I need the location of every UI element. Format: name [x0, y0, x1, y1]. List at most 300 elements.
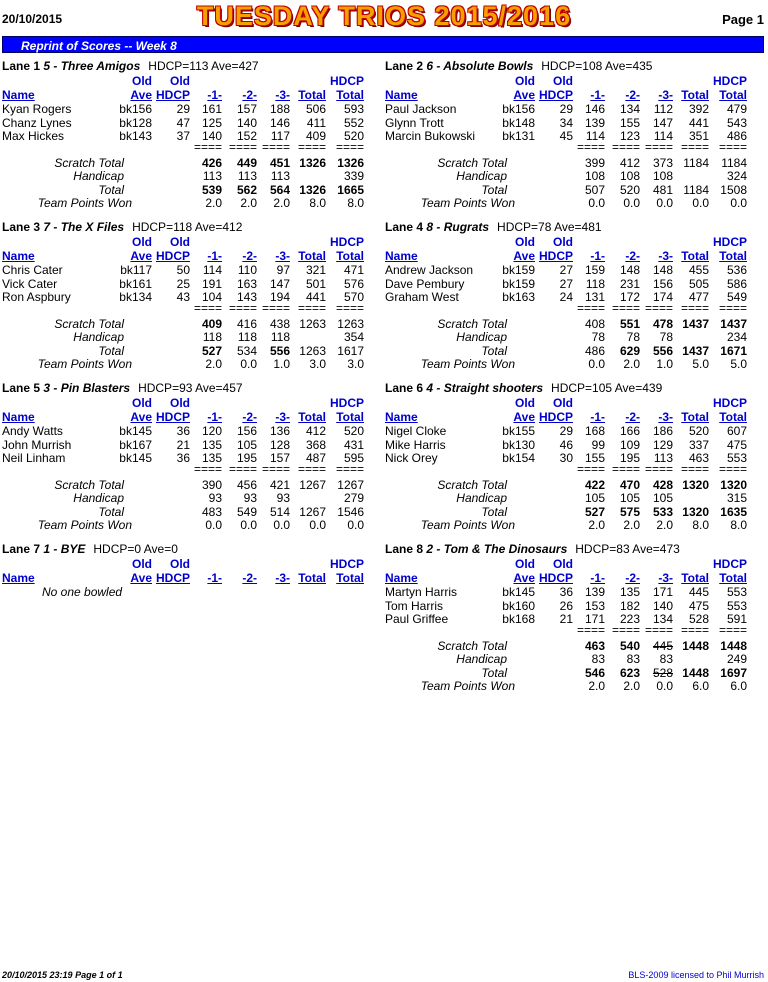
- player-name: Max Hickes: [2, 129, 65, 143]
- player-htotal: 520: [343, 424, 364, 438]
- lane-number: Lane 6: [385, 381, 424, 395]
- player-htotal: 607: [726, 424, 747, 438]
- player-g1: 104: [201, 290, 222, 304]
- player-ave: bk154: [502, 451, 535, 465]
- summary-label-points: Team Points Won: [420, 196, 515, 210]
- summary-handicap-g1: 118: [202, 330, 222, 344]
- lane-title: [2, 381, 243, 395]
- summary-points-g1: 2.0: [588, 679, 605, 693]
- divider-htotal: ====: [718, 300, 747, 315]
- player-hdcp: 43: [176, 290, 190, 304]
- player-g3: 117: [270, 129, 290, 143]
- lane-block: [2, 542, 372, 702]
- hdcp-total-header: HDCP: [712, 74, 747, 88]
- player-g2: 195: [619, 451, 640, 465]
- lane-number: Lane 3: [2, 220, 41, 234]
- summary-scratch-g2: 551: [619, 316, 640, 331]
- summary-points-total: 0.0: [309, 518, 326, 532]
- player-hdcp: 25: [176, 276, 190, 291]
- player-total: 368: [305, 437, 326, 452]
- summary-points-htotal: 5.0: [730, 357, 747, 371]
- summary-points-htotal: 6.0: [730, 679, 747, 693]
- summary-scratch-htotal: 1184: [721, 155, 747, 170]
- team-meta: HDCP=0 Ave=0: [93, 542, 178, 556]
- player-ave: bk160: [502, 598, 535, 613]
- player-g3: 171: [652, 585, 673, 599]
- summary-points-g3: 2.0: [273, 196, 290, 210]
- summary-label-scratch: Scratch Total: [54, 477, 124, 492]
- player-hdcp: 36: [176, 451, 190, 465]
- col-header-total: Total: [298, 249, 326, 263]
- divider-g1: ====: [576, 300, 605, 315]
- player-htotal: 486: [726, 129, 747, 143]
- col-header-hdcp: HDCP: [538, 571, 573, 585]
- old-hdcp-header: Old: [170, 396, 190, 410]
- summary-handicap-g3: 113: [270, 169, 290, 183]
- summary-points-htotal: 0.0: [730, 196, 747, 210]
- summary-scratch-total: 1437: [682, 316, 709, 331]
- player-name: Paul Jackson: [385, 102, 457, 116]
- col-header-g2: -2-: [625, 249, 640, 263]
- player-g1: 171: [584, 612, 605, 626]
- lane-number: Lane 5: [2, 381, 41, 395]
- team-name: 7 - The X Files: [43, 220, 125, 234]
- team-meta: HDCP=105 Ave=439: [551, 381, 663, 395]
- player-hdcp: 36: [176, 424, 190, 438]
- player-ave: bk130: [502, 437, 535, 452]
- player-htotal: 552: [343, 115, 364, 130]
- summary-handicap-g3: 83: [659, 652, 673, 666]
- summary-total-total: 1267: [299, 504, 326, 519]
- player-g3: 136: [269, 424, 290, 438]
- player-g2: 148: [619, 263, 640, 277]
- col-header-ave: Ave: [130, 88, 152, 102]
- player-name: Andrew Jackson: [385, 263, 474, 277]
- summary-scratch-g2: 416: [236, 316, 257, 331]
- summary-total-g1: 539: [201, 182, 222, 197]
- col-header-total: Total: [681, 410, 709, 424]
- player-g2: 110: [237, 263, 257, 277]
- summary-total-htotal: 1665: [337, 182, 364, 197]
- col-header-ave: Ave: [130, 571, 152, 585]
- col-header-g1: -1-: [590, 249, 605, 263]
- divider-g3: ====: [261, 300, 290, 315]
- col-header-g2: -2-: [625, 410, 640, 424]
- player-name: Tom Harris: [385, 598, 444, 613]
- player-total: 321: [305, 263, 326, 277]
- col-header-g3: -3-: [658, 571, 673, 585]
- footer-license: BLS-2009 licensed to Phil Murrish: [628, 970, 764, 980]
- summary-handicap-g2: 118: [237, 330, 257, 344]
- divider-g1: ====: [193, 300, 222, 315]
- player-g1: 191: [201, 276, 222, 291]
- summary-handicap-g2: 83: [626, 652, 640, 666]
- player-g3: 156: [652, 276, 673, 291]
- summary-total-g3: 514: [269, 504, 290, 519]
- name-header: Name: [385, 571, 418, 585]
- player-g2: 135: [619, 585, 640, 599]
- player-name: Paul Griffee: [385, 612, 449, 626]
- player-g2: 157: [236, 102, 257, 116]
- summary-total-g3: 556: [269, 343, 290, 358]
- summary-scratch-total: 1267: [299, 477, 326, 492]
- player-total: 337: [688, 437, 709, 452]
- col-header-g1: -1-: [207, 88, 222, 102]
- summary-total-g3: 533: [652, 504, 673, 519]
- team-name: 5 - Three Amigos: [43, 59, 141, 73]
- old-ave-header: Old: [515, 74, 535, 88]
- player-g3: 194: [269, 290, 290, 304]
- name-header: Name: [2, 410, 35, 424]
- lane-title: [385, 59, 652, 73]
- player-g3: 113: [653, 451, 673, 465]
- summary-points-total: 8.0: [309, 196, 326, 210]
- summary-total-g2: 549: [236, 504, 257, 519]
- summary-total-g2: 520: [619, 182, 640, 197]
- summary-handicap-g1: 78: [591, 330, 605, 344]
- old-ave-header: Old: [132, 557, 152, 571]
- player-name: John Murrish: [2, 437, 72, 452]
- divider-g1: ====: [576, 622, 605, 637]
- player-g2: 223: [619, 612, 640, 626]
- summary-total-htotal: 1697: [720, 665, 747, 680]
- summary-total-g2: 534: [236, 343, 257, 358]
- player-htotal: 586: [726, 276, 747, 291]
- team-meta: HDCP=78 Ave=481: [497, 220, 602, 234]
- player-htotal: 576: [343, 276, 364, 291]
- player-ave: bk145: [502, 585, 535, 599]
- player-total: 441: [305, 290, 326, 304]
- divider-total: ====: [297, 300, 326, 315]
- summary-total-htotal: 1635: [720, 504, 747, 519]
- summary-total-htotal: 1508: [720, 182, 747, 197]
- player-g1: 139: [584, 115, 605, 130]
- summary-scratch-g2: 412: [619, 155, 640, 170]
- summary-total-htotal: 1671: [720, 343, 747, 358]
- summary-label-total: Total: [481, 504, 507, 519]
- player-g1: 161: [201, 102, 222, 116]
- summary-points-g1: 0.0: [588, 196, 605, 210]
- summary-points-total: 0.0: [692, 196, 709, 210]
- col-header-hdcp: HDCP: [155, 249, 190, 263]
- summary-scratch-g3: 451: [269, 155, 290, 170]
- summary-scratch-total: 1263: [299, 316, 326, 331]
- summary-label-points: Team Points Won: [420, 679, 515, 693]
- player-g3: 188: [269, 102, 290, 116]
- player-hdcp: 30: [559, 451, 573, 465]
- player-total: 477: [688, 290, 709, 304]
- player-htotal: 595: [343, 451, 364, 465]
- summary-handicap-htotal: 249: [726, 652, 747, 666]
- player-total: 455: [688, 263, 709, 277]
- lane-number: Lane 1: [2, 59, 41, 73]
- old-hdcp-header: Old: [170, 557, 190, 571]
- player-ave: bk156: [119, 102, 152, 116]
- col-header-hdcp: HDCP: [155, 410, 190, 424]
- summary-handicap-g1: 113: [202, 169, 222, 183]
- name-header: Name: [385, 249, 418, 263]
- player-g3: 148: [652, 263, 673, 277]
- player-hdcp: 47: [176, 115, 190, 130]
- lane-number: Lane 2: [385, 59, 424, 73]
- old-ave-header: Old: [515, 557, 535, 571]
- old-hdcp-header: Old: [553, 235, 573, 249]
- summary-total-g2: 562: [236, 182, 257, 197]
- col-header-g1: -1-: [207, 410, 222, 424]
- summary-total-g1: 486: [584, 343, 605, 358]
- summary-label-scratch: Scratch Total: [437, 316, 507, 331]
- summary-points-total: 5.0: [692, 357, 709, 371]
- player-name: Mike Harris: [385, 437, 446, 452]
- player-g2: 134: [619, 102, 640, 116]
- summary-points-g2: 2.0: [240, 196, 257, 210]
- player-total: 409: [305, 129, 326, 143]
- summary-points-htotal: 0.0: [347, 518, 364, 532]
- summary-total-g2: 575: [619, 504, 640, 519]
- col-header-g3: -3-: [275, 571, 290, 585]
- col-header-g1: -1-: [590, 571, 605, 585]
- player-g3: 140: [652, 598, 673, 613]
- summary-label-handicap: Handicap: [456, 169, 507, 183]
- player-g1: 135: [201, 451, 222, 465]
- player-g1: 159: [584, 263, 605, 277]
- old-hdcp-header: Old: [553, 557, 573, 571]
- summary-scratch-g1: 463: [584, 638, 605, 653]
- summary-handicap-g2: 113: [237, 169, 257, 183]
- player-hdcp: 24: [559, 290, 573, 304]
- player-name: Graham West: [385, 290, 459, 304]
- summary-scratch-g2: 449: [236, 155, 257, 170]
- summary-label-handicap: Handicap: [73, 491, 124, 505]
- col-header-htotal: Total: [719, 571, 747, 585]
- player-total: 441: [688, 115, 709, 130]
- player-ave: bk163: [502, 290, 535, 304]
- player-g1: 114: [202, 263, 222, 277]
- player-g1: 146: [584, 102, 605, 116]
- banner-text: Reprint of Scores -- Week 8: [21, 39, 177, 53]
- summary-handicap-g1: 83: [591, 652, 605, 666]
- player-g2: 182: [619, 598, 640, 613]
- summary-label-handicap: Handicap: [456, 491, 507, 505]
- col-header-total: Total: [681, 88, 709, 102]
- summary-scratch-htotal: 1437: [720, 316, 747, 331]
- divider-total: ====: [680, 622, 709, 637]
- summary-label-points: Team Points Won: [37, 518, 132, 532]
- summary-handicap-htotal: 324: [726, 169, 747, 183]
- report-banner: [2, 36, 764, 53]
- old-hdcp-header: Old: [170, 235, 190, 249]
- player-g1: 155: [584, 451, 605, 465]
- summary-total-g3: 481: [652, 182, 673, 197]
- summary-label-handicap: Handicap: [73, 169, 124, 183]
- player-name: Kyan Rogers: [2, 102, 72, 116]
- player-g3: 134: [652, 612, 673, 626]
- summary-total-g1: 546: [584, 665, 605, 680]
- player-ave: bk145: [119, 424, 152, 438]
- summary-handicap-g2: 108: [619, 169, 640, 183]
- player-g2: 105: [236, 437, 257, 452]
- divider-g3: ====: [644, 139, 673, 154]
- name-header: Name: [2, 571, 35, 585]
- summary-points-g1: 0.0: [205, 518, 222, 532]
- team-name: 3 - Pin Blasters: [43, 381, 131, 395]
- player-htotal: 553: [726, 451, 747, 465]
- player-g1: 99: [591, 437, 605, 452]
- player-htotal: 543: [726, 115, 747, 130]
- summary-handicap-g2: 105: [619, 491, 640, 505]
- summary-points-g2: 0.0: [240, 518, 257, 532]
- hdcp-total-header: HDCP: [712, 396, 747, 410]
- summary-total-g3: 556: [652, 343, 673, 358]
- col-header-hdcp: HDCP: [538, 249, 573, 263]
- divider-htotal: ====: [335, 461, 364, 476]
- summary-scratch-total: 1326: [299, 155, 326, 170]
- player-total: 501: [305, 276, 326, 291]
- summary-scratch-g1: 422: [584, 477, 605, 492]
- summary-total-total: 1448: [682, 665, 709, 680]
- col-header-total: Total: [681, 249, 709, 263]
- divider-g1: ====: [193, 139, 222, 154]
- col-header-g2: -2-: [242, 410, 257, 424]
- col-header-g3: -3-: [275, 88, 290, 102]
- summary-handicap-g2: 78: [626, 330, 640, 344]
- summary-scratch-g3: 438: [269, 316, 290, 331]
- report-title: TUESDAY TRIOS 2015/2016: [196, 1, 572, 31]
- player-g2: 143: [236, 290, 257, 304]
- player-g1: 140: [201, 129, 222, 143]
- player-total: 463: [688, 451, 709, 465]
- hdcp-total-header: HDCP: [712, 557, 747, 571]
- player-ave: bk131: [502, 129, 535, 143]
- summary-scratch-htotal: 1320: [720, 477, 747, 492]
- summary-label-total: Total: [481, 665, 507, 680]
- old-hdcp-header: Old: [170, 74, 190, 88]
- player-g2: 140: [236, 115, 257, 130]
- divider-total: ====: [297, 139, 326, 154]
- player-name: Chanz Lynes: [2, 115, 72, 130]
- player-hdcp: 27: [559, 263, 573, 277]
- divider-htotal: ====: [335, 139, 364, 154]
- col-header-g3: -3-: [658, 249, 673, 263]
- summary-scratch-g1: 426: [201, 155, 222, 170]
- summary-scratch-g3: 478: [652, 316, 673, 331]
- player-total: 506: [305, 102, 326, 116]
- col-header-htotal: Total: [719, 410, 747, 424]
- summary-handicap-htotal: 315: [726, 491, 747, 505]
- summary-handicap-g1: 108: [584, 169, 605, 183]
- player-g1: 131: [584, 290, 605, 304]
- summary-points-g1: 2.0: [588, 518, 605, 532]
- player-total: 505: [688, 276, 709, 291]
- hdcp-total-header: HDCP: [712, 235, 747, 249]
- lane-block: [385, 381, 755, 541]
- divider-g1: ====: [193, 461, 222, 476]
- summary-label-scratch: Scratch Total: [54, 155, 124, 170]
- summary-points-g2: 0.0: [623, 196, 640, 210]
- player-htotal: 570: [343, 290, 364, 304]
- col-header-g2: -2-: [242, 249, 257, 263]
- player-g3: 157: [269, 451, 290, 465]
- player-total: 520: [688, 424, 709, 438]
- summary-total-g1: 507: [584, 182, 605, 197]
- summary-label-total: Total: [98, 343, 124, 358]
- divider-g3: ====: [261, 461, 290, 476]
- col-header-g3: -3-: [275, 410, 290, 424]
- player-g2: 123: [619, 129, 640, 143]
- player-ave: bk134: [119, 290, 152, 304]
- team-name: 4 - Straight shooters: [426, 381, 544, 395]
- page-number: Page 1: [722, 12, 764, 27]
- divider-g3: ====: [644, 300, 673, 315]
- player-g1: 118: [585, 276, 605, 291]
- summary-points-g1: 2.0: [205, 357, 222, 371]
- player-hdcp: 36: [559, 585, 573, 599]
- player-ave: bk155: [502, 424, 535, 438]
- col-header-ave: Ave: [130, 249, 152, 263]
- summary-total-total: 1326: [299, 182, 326, 197]
- divider-g2: ====: [228, 300, 257, 315]
- summary-label-points: Team Points Won: [420, 518, 515, 532]
- player-total: 412: [305, 424, 326, 438]
- divider-htotal: ====: [718, 622, 747, 637]
- player-name: Martyn Harris: [385, 585, 458, 599]
- summary-scratch-g2: 470: [619, 477, 640, 492]
- old-hdcp-header: Old: [553, 74, 573, 88]
- summary-points-total: 8.0: [692, 518, 709, 532]
- summary-points-g2: 0.0: [240, 357, 257, 371]
- old-hdcp-header: Old: [553, 396, 573, 410]
- col-header-htotal: Total: [336, 88, 364, 102]
- player-ave: bk145: [119, 451, 152, 465]
- lane-block: [2, 220, 372, 380]
- player-hdcp: 29: [176, 102, 190, 116]
- divider-htotal: ====: [335, 300, 364, 315]
- old-ave-header: Old: [132, 235, 152, 249]
- player-hdcp: 46: [559, 437, 573, 452]
- player-htotal: 536: [726, 263, 747, 277]
- summary-points-g1: 0.0: [588, 357, 605, 371]
- summary-label-total: Total: [98, 504, 124, 519]
- summary-scratch-htotal: 1263: [337, 316, 364, 331]
- summary-label-points: Team Points Won: [37, 196, 132, 210]
- summary-handicap-g3: 78: [659, 330, 673, 344]
- summary-label-handicap: Handicap: [456, 652, 507, 666]
- summary-scratch-total: 1448: [682, 638, 709, 653]
- summary-total-g3: 528: [652, 665, 673, 680]
- col-header-ave: Ave: [513, 249, 535, 263]
- divider-g1: ====: [576, 139, 605, 154]
- col-header-g2: -2-: [242, 88, 257, 102]
- summary-total-htotal: 1546: [337, 504, 364, 519]
- player-name: Neil Linham: [2, 451, 66, 465]
- summary-label-scratch: Scratch Total: [437, 477, 507, 492]
- col-header-g3: -3-: [658, 88, 673, 102]
- summary-handicap-g1: 93: [208, 491, 222, 505]
- divider-total: ====: [297, 461, 326, 476]
- col-header-g2: -2-: [242, 571, 257, 585]
- player-g2: 195: [236, 451, 257, 465]
- lane-title: [385, 542, 680, 556]
- player-ave: bk143: [119, 129, 152, 143]
- summary-points-g3: 2.0: [656, 518, 673, 532]
- lane-title: [385, 220, 602, 234]
- lane-number: Lane 8: [385, 542, 424, 556]
- summary-points-g2: 2.0: [623, 679, 640, 693]
- player-ave: bk128: [119, 115, 152, 130]
- team-meta: HDCP=83 Ave=473: [575, 542, 680, 556]
- player-g1: 125: [201, 115, 222, 130]
- player-name: Marcin Bukowski: [385, 129, 476, 143]
